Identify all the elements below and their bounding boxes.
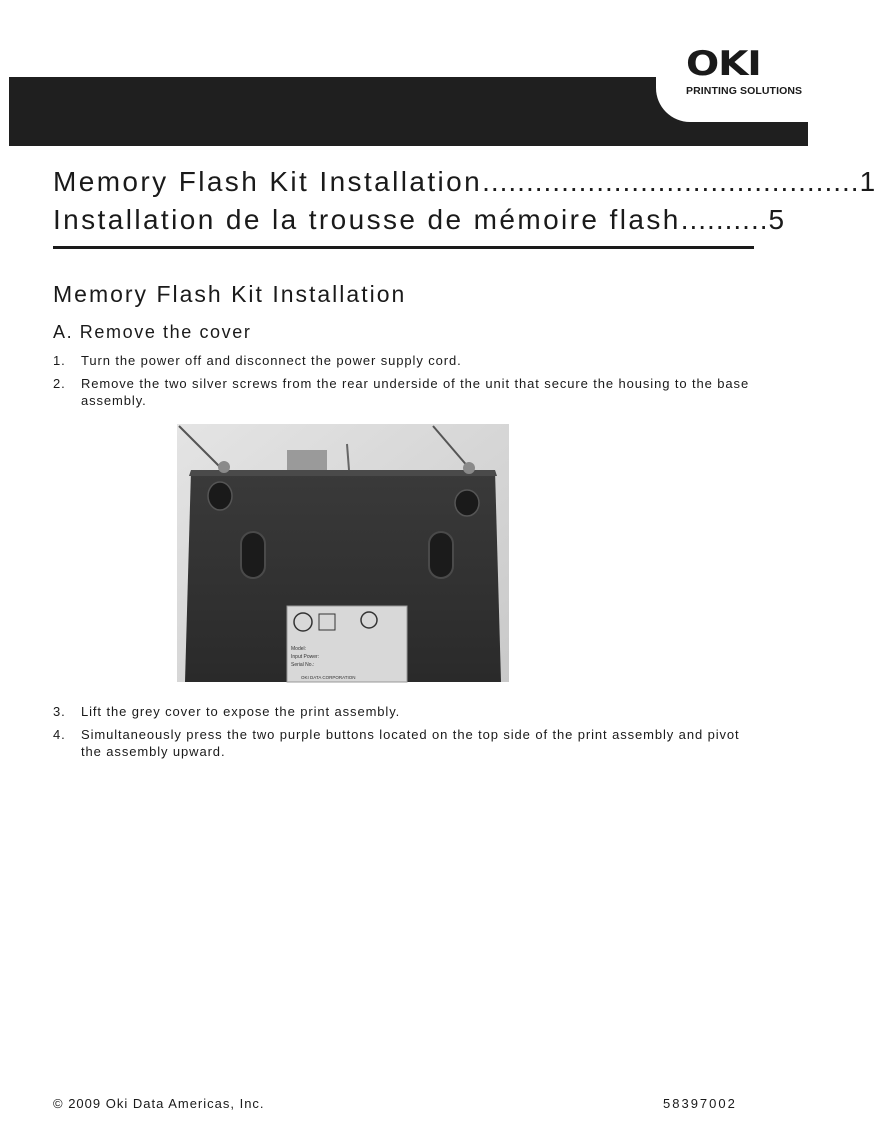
step-text: Turn the power off and disconnect the power supply cord.	[81, 353, 462, 368]
step-number: 4.	[53, 727, 66, 742]
subsection-title: A. Remove the cover	[53, 322, 252, 342]
logo-tagline: PRINTING SOLUTIONS	[686, 85, 803, 97]
table-of-contents	[53, 166, 878, 242]
oki-logo: OKI	[686, 44, 761, 84]
list-item	[53, 703, 753, 720]
copyright-text: © 2009 Oki Data Americas, Inc.	[53, 1096, 265, 1111]
toc-entry[interactable]	[53, 204, 787, 242]
keyhole-right	[429, 532, 453, 578]
label-brand: OKI DATA CORPORATION	[301, 675, 356, 680]
step-text: Simultaneously press the two purple buttons located on the top side of the print assembly and pivot the assembly upward.	[81, 727, 740, 759]
printer-underside-photo	[177, 424, 509, 682]
label-serial: Serial No.:	[291, 662, 315, 668]
step-number: 2.	[53, 376, 66, 391]
label-model: Model:	[291, 646, 307, 652]
label-input: Input Power:	[291, 654, 320, 660]
section-title: Memory Flash Kit Installation	[53, 281, 407, 307]
screw-left	[218, 461, 230, 473]
toc-divider	[53, 246, 754, 249]
toc-entry-title: Installation de la trousse de mémoire flash	[53, 204, 681, 235]
toc-entry[interactable]	[53, 166, 878, 204]
list-item	[53, 352, 753, 369]
toc-entry-page: 1	[859, 166, 878, 197]
toc-leader-dots: ...........................................	[482, 166, 860, 197]
rating-label	[287, 606, 407, 682]
steps-list	[53, 703, 753, 766]
list-item	[53, 726, 753, 760]
part-number: 58397002	[663, 1096, 737, 1111]
step-text: Remove the two silver screws from the rear underside of the unit that secure the housing to the base assembly.	[81, 376, 750, 408]
toc-entry-title: Memory Flash Kit Installation	[53, 166, 483, 197]
toc-leader-dots: ..........	[680, 204, 769, 235]
keyhole-left	[241, 532, 265, 578]
foot-left	[208, 482, 232, 510]
screw-right	[463, 462, 475, 474]
step-number: 3.	[53, 704, 66, 719]
foot-right	[455, 490, 479, 516]
step-number: 1.	[53, 353, 66, 368]
list-item	[53, 375, 753, 409]
toc-entry-page: 5	[768, 204, 787, 235]
steps-list	[53, 352, 753, 415]
step-text: Lift the grey cover to expose the print assembly.	[81, 704, 401, 719]
